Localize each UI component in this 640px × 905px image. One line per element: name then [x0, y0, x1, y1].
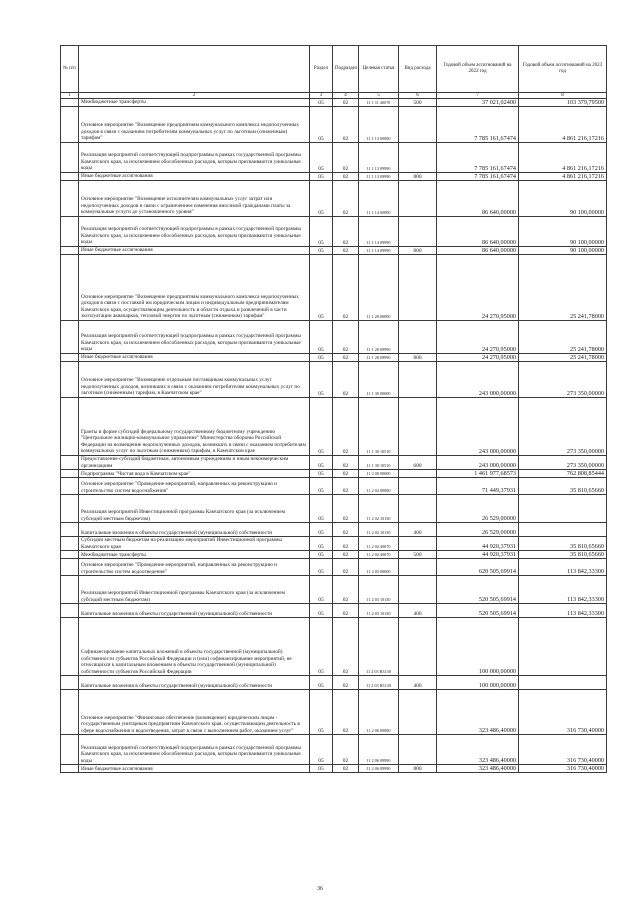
- row-name-cell: Субсидии местным бюджетам на реализацию мероприятий Инвестиционной программы Камчатского края: [79, 537, 310, 551]
- row-target-article-cell: 11 2 02 40070: [359, 551, 399, 559]
- row-amount-2023-cell: 25 241,78000: [519, 255, 607, 321]
- row-expense-type-cell: [399, 321, 437, 354]
- row-amount-2022-cell: 24 270,95000: [437, 354, 519, 362]
- row-expense-type-cell: [399, 398, 437, 456]
- row-name-cell: Реализация мероприятий Инвестиционной программы Камчатского края (за исключением субсидий местным бюджетам): [79, 495, 310, 523]
- row-target-article-cell: 11 1 30 00000: [359, 362, 399, 398]
- row-razdel-cell: 05: [310, 523, 333, 537]
- row-amount-2023-cell: 316 730,40000: [519, 765, 607, 773]
- column-number: 4: [333, 93, 359, 99]
- row-podrazdel-cell: 02: [333, 735, 359, 765]
- row-amount-2023-cell: 25 241,78000: [519, 354, 607, 362]
- row-expense-type-cell: [399, 576, 437, 604]
- row-num-cell: [61, 354, 79, 362]
- header-expense-type: Вид расхода: [399, 46, 437, 93]
- row-amount-2022-cell: 7 785 161,67474: [437, 173, 519, 181]
- table-row: [61, 559, 607, 576]
- row-expense-type-cell: 800: [399, 247, 437, 255]
- table-row: [61, 690, 607, 735]
- row-expense-type-cell: 800: [399, 765, 437, 773]
- row-amount-2022-cell: 26 529,00000: [437, 523, 519, 537]
- row-target-article-cell: 11 1 13 00000: [359, 107, 399, 143]
- row-amount-2023-cell: 273 350,00000: [519, 362, 607, 398]
- row-razdel-cell: 05: [310, 676, 333, 690]
- table-row: [61, 255, 607, 321]
- row-amount-2022-cell: 520 505,69914: [437, 604, 519, 618]
- row-razdel-cell: 05: [310, 604, 333, 618]
- row-podrazdel-cell: 02: [333, 523, 359, 537]
- row-num-cell: [61, 690, 79, 735]
- table-row: [61, 173, 607, 181]
- row-num-cell: [61, 735, 79, 765]
- budget-table-sheet: [60, 45, 606, 773]
- row-name-cell: Основное мероприятие "Финансовое обеспечение (возмещение) юридическим лицам - государственным унитарным предприятиям Камчатского края, осуществляющим деятельность в сфере водоснабжения и водоотведения, затрат в связи с выполнением работ, оказанием услуг": [79, 690, 310, 735]
- row-target-article-cell: 11 1 30 10510: [359, 456, 399, 470]
- row-amount-2022-cell: 100 000,00000: [437, 618, 519, 676]
- row-amount-2023-cell: 90 100,00000: [519, 217, 607, 247]
- row-amount-2022-cell: 7 785 161,67474: [437, 107, 519, 143]
- row-target-article-cell: 11 1 14 09990: [359, 247, 399, 255]
- table-row: [61, 107, 607, 143]
- row-razdel-cell: 05: [310, 456, 333, 470]
- row-razdel-cell: 05: [310, 362, 333, 398]
- row-amount-2023-cell: 316 730,40000: [519, 690, 607, 735]
- row-target-article-cell: 11 1 28 00000: [359, 255, 399, 321]
- row-target-article-cell: 11 2 03 R3130: [359, 618, 399, 676]
- row-razdel-cell: 05: [310, 107, 333, 143]
- budget-table: [60, 45, 607, 773]
- row-amount-2023-cell: [519, 523, 607, 537]
- row-name-cell: Реализация мероприятий соответствующей подпрограммы в рамках государственной программы Камчатского края, за исключением обособленных расходов, которым присваиваются уникальные коды: [79, 735, 310, 765]
- row-razdel-cell: 05: [310, 354, 333, 362]
- row-podrazdel-cell: 02: [333, 765, 359, 773]
- row-razdel-cell: 05: [310, 537, 333, 551]
- row-amount-2022-cell: 7 785 161,67474: [437, 143, 519, 173]
- row-target-article-cell: 11 2 03 10130: [359, 604, 399, 618]
- header-year-2023: Годовой объем ассигнований на 2023 год: [519, 46, 607, 93]
- row-razdel-cell: 05: [310, 247, 333, 255]
- table-row: [61, 551, 607, 559]
- row-num-cell: [61, 143, 79, 173]
- row-amount-2022-cell: 323 486,40000: [437, 735, 519, 765]
- row-amount-2022-cell: 44 920,37931: [437, 551, 519, 559]
- row-amount-2022-cell: 24 270,95000: [437, 255, 519, 321]
- row-podrazdel-cell: 02: [333, 456, 359, 470]
- row-name-cell: Капитальные вложения в объекты государственной (муниципальной) собственности: [79, 523, 310, 537]
- row-amount-2023-cell: [519, 618, 607, 676]
- row-amount-2023-cell: 4 861 216,17216: [519, 143, 607, 173]
- column-number: 8: [519, 93, 607, 99]
- row-amount-2023-cell: 113 842,33300: [519, 559, 607, 576]
- row-razdel-cell: 05: [310, 618, 333, 676]
- row-podrazdel-cell: 02: [333, 181, 359, 217]
- row-amount-2023-cell: 35 810,65660: [519, 551, 607, 559]
- row-num-cell: [61, 551, 79, 559]
- row-podrazdel-cell: 02: [333, 398, 359, 456]
- row-name-cell: Капитальные вложения в объекты государственной (муниципальной) собственности: [79, 676, 310, 690]
- row-razdel-cell: 05: [310, 321, 333, 354]
- column-number: 6: [399, 93, 437, 99]
- row-num-cell: [61, 559, 79, 576]
- row-name-cell: Капитальные вложения в объекты государственной (муниципальной) собственности: [79, 604, 310, 618]
- row-razdel-cell: 05: [310, 765, 333, 773]
- row-name-cell: Основное мероприятие "Проведение мероприятий, направленных на реконструкцию и строительство систем водоотведения": [79, 559, 310, 576]
- row-amount-2022-cell: 24 270,95000: [437, 321, 519, 354]
- table-row: [61, 143, 607, 173]
- table-row: [61, 247, 607, 255]
- row-expense-type-cell: [399, 470, 437, 478]
- row-podrazdel-cell: 02: [333, 618, 359, 676]
- row-name-cell: Иные бюджетные ассигнования: [79, 354, 310, 362]
- row-num-cell: [61, 181, 79, 217]
- header-target-article: Целевая статья: [359, 46, 399, 93]
- table-row: [61, 604, 607, 618]
- table-body: [61, 99, 607, 773]
- header-year-2022: Годовой объем ассигнований на 2022 год: [437, 46, 519, 93]
- row-amount-2022-cell: 323 486,40000: [437, 765, 519, 773]
- row-razdel-cell: 05: [310, 478, 333, 495]
- row-name-cell: Иные бюджетные ассигнования: [79, 247, 310, 255]
- table-row: [61, 495, 607, 523]
- column-number: 2: [79, 93, 310, 99]
- row-amount-2023-cell: 762 808,85444: [519, 470, 607, 478]
- row-amount-2022-cell: 71 449,37931: [437, 478, 519, 495]
- row-podrazdel-cell: 02: [333, 495, 359, 523]
- row-podrazdel-cell: 02: [333, 362, 359, 398]
- row-expense-type-cell: [399, 559, 437, 576]
- row-razdel-cell: 05: [310, 255, 333, 321]
- row-amount-2023-cell: 273 350,00000: [519, 456, 607, 470]
- row-podrazdel-cell: 02: [333, 551, 359, 559]
- table-row: [61, 618, 607, 676]
- row-razdel-cell: 05: [310, 99, 333, 107]
- row-razdel-cell: 05: [310, 470, 333, 478]
- row-expense-type-cell: [399, 143, 437, 173]
- row-target-article-cell: 11 2 02 00000: [359, 478, 399, 495]
- row-expense-type-cell: 600: [399, 456, 437, 470]
- row-name-cell: Иные бюджетные ассигнования: [79, 765, 310, 773]
- row-name-cell: Реализация мероприятий Инвестиционной программы Камчатского края (за исключением субсидий местным бюджетам): [79, 576, 310, 604]
- row-num-cell: [61, 537, 79, 551]
- row-target-article-cell: 11 2 02 10130: [359, 495, 399, 523]
- row-razdel-cell: 05: [310, 181, 333, 217]
- row-podrazdel-cell: 02: [333, 690, 359, 735]
- row-amount-2023-cell: 4 861 216,17216: [519, 173, 607, 181]
- table-row: [61, 362, 607, 398]
- row-amount-2022-cell: 86 640,00000: [437, 247, 519, 255]
- header-num: № п/п: [61, 46, 79, 93]
- table-row: [61, 217, 607, 247]
- row-target-article-cell: 11 2 02 40070: [359, 537, 399, 551]
- row-expense-type-cell: 400: [399, 604, 437, 618]
- row-target-article-cell: 11 2 03 R3130: [359, 676, 399, 690]
- header-razdel: Раздел: [310, 46, 333, 93]
- row-num-cell: [61, 255, 79, 321]
- row-podrazdel-cell: 02: [333, 107, 359, 143]
- row-num-cell: [61, 478, 79, 495]
- row-podrazdel-cell: 02: [333, 354, 359, 362]
- row-podrazdel-cell: 02: [333, 321, 359, 354]
- row-num-cell: [61, 217, 79, 247]
- row-target-article-cell: 11 2 03 10130: [359, 576, 399, 604]
- row-expense-type-cell: [399, 478, 437, 495]
- row-razdel-cell: 05: [310, 495, 333, 523]
- row-expense-type-cell: [399, 495, 437, 523]
- table-row: [61, 354, 607, 362]
- row-amount-2023-cell: 273 350,00000: [519, 398, 607, 456]
- row-num-cell: [61, 604, 79, 618]
- row-amount-2022-cell: 243 000,00000: [437, 362, 519, 398]
- row-razdel-cell: 05: [310, 690, 333, 735]
- row-amount-2022-cell: 44 920,37931: [437, 537, 519, 551]
- row-num-cell: [61, 495, 79, 523]
- row-amount-2023-cell: 90 100,00000: [519, 247, 607, 255]
- column-number: 1: [61, 93, 79, 99]
- row-num-cell: [61, 398, 79, 456]
- row-amount-2022-cell: 37 021,02400: [437, 99, 519, 107]
- row-razdel-cell: 05: [310, 217, 333, 247]
- row-name-cell: Межбюджетные трансферты: [79, 551, 310, 559]
- row-expense-type-cell: 500: [399, 99, 437, 107]
- row-expense-type-cell: [399, 181, 437, 217]
- row-expense-type-cell: [399, 107, 437, 143]
- row-amount-2023-cell: 316 730,40000: [519, 735, 607, 765]
- row-target-article-cell: 11 1 13 09990: [359, 173, 399, 181]
- row-expense-type-cell: [399, 255, 437, 321]
- row-name-cell: Софинансирование капитальных вложений в объекты государственной (муниципальной) собственности субъектов Российской Федерации и (или) софинансирование мероприятий, не относящихся к капитальным вложениям в объекты государственной (муниципальной) собственности субъектов Российской Федерации: [79, 618, 310, 676]
- row-amount-2023-cell: 35 810,65660: [519, 478, 607, 495]
- row-razdel-cell: 05: [310, 576, 333, 604]
- row-name-cell: Иные бюджетные ассигнования: [79, 173, 310, 181]
- row-podrazdel-cell: 02: [333, 99, 359, 107]
- row-podrazdel-cell: 02: [333, 559, 359, 576]
- row-amount-2022-cell: 520 505,69914: [437, 576, 519, 604]
- table-row: [61, 181, 607, 217]
- row-expense-type-cell: [399, 217, 437, 247]
- row-podrazdel-cell: 02: [333, 173, 359, 181]
- row-amount-2023-cell: 113 842,33300: [519, 604, 607, 618]
- row-amount-2023-cell: 113 842,33300: [519, 576, 607, 604]
- row-amount-2022-cell: 620 505,69914: [437, 559, 519, 576]
- row-razdel-cell: 05: [310, 398, 333, 456]
- row-name-cell: Основное мероприятие "Проведение мероприятий, направленных на реконструкцию и строительство систем водоснабжения": [79, 478, 310, 495]
- row-target-article-cell: 11 1 13 09990: [359, 143, 399, 173]
- table-row: [61, 765, 607, 773]
- row-target-article-cell: 11 1 14 00000: [359, 181, 399, 217]
- row-target-article-cell: 11 1 30 10510: [359, 398, 399, 456]
- row-name-cell: Межбюджетные трансферты: [79, 99, 310, 107]
- table-row: [61, 523, 607, 537]
- column-number: 7: [437, 93, 519, 99]
- row-amount-2022-cell: 26 529,00000: [437, 495, 519, 523]
- row-name-cell: Реализация мероприятий соответствующей подпрограммы в рамках государственной программы Камчатского края, за исключением обособленных расходов, которым присваиваются уникальные коды: [79, 321, 310, 354]
- row-expense-type-cell: [399, 537, 437, 551]
- row-razdel-cell: 05: [310, 143, 333, 173]
- row-num-cell: [61, 676, 79, 690]
- row-amount-2022-cell: 86 640,00000: [437, 217, 519, 247]
- row-razdel-cell: 05: [310, 559, 333, 576]
- row-expense-type-cell: 800: [399, 173, 437, 181]
- row-razdel-cell: 05: [310, 173, 333, 181]
- row-num-cell: [61, 321, 79, 354]
- row-podrazdel-cell: 02: [333, 247, 359, 255]
- table-row: [61, 735, 607, 765]
- row-name-cell: Основное мероприятие "Возмещение исполнителям коммунальных услуг затрат или недополученных доходов в связи с ограничением изменения вносимой гражданами платы за коммунальные услуги до установленного уровня": [79, 181, 310, 217]
- table-row: [61, 398, 607, 456]
- row-amount-2023-cell: 90 100,00000: [519, 181, 607, 217]
- row-expense-type-cell: 400: [399, 523, 437, 537]
- row-amount-2022-cell: 100 000,00000: [437, 676, 519, 690]
- row-target-article-cell: 11 1 28 09990: [359, 321, 399, 354]
- row-expense-type-cell: 800: [399, 354, 437, 362]
- row-amount-2022-cell: 323 486,40000: [437, 690, 519, 735]
- row-num-cell: [61, 107, 79, 143]
- row-amount-2022-cell: 86 640,00000: [437, 181, 519, 217]
- row-amount-2022-cell: 243 000,00000: [437, 456, 519, 470]
- row-num-cell: [61, 456, 79, 470]
- row-amount-2023-cell: 4 861 216,17216: [519, 107, 607, 143]
- row-razdel-cell: 05: [310, 551, 333, 559]
- column-number: 3: [310, 93, 333, 99]
- row-target-article-cell: 11 1 11 40070: [359, 99, 399, 107]
- row-num-cell: [61, 470, 79, 478]
- row-num-cell: [61, 362, 79, 398]
- row-name-cell: Реализация мероприятий соответствующей подпрограммы в рамках государственной программы Камчатского края, за исключением обособленных расходов, которым присваиваются уникальные коды: [79, 217, 310, 247]
- row-name-cell: Подпрограмма "Чистая вода в Камчатском крае": [79, 470, 310, 478]
- row-podrazdel-cell: 02: [333, 537, 359, 551]
- row-expense-type-cell: [399, 690, 437, 735]
- row-name-cell: Основное мероприятие "Возмещение предприятиям коммунального комплекса недополученных доходов в связи с поставкой им юридическим лицам и индивидуальным предпринимателям Камчатского края, осуществляющим деятельность в области отдыха и развлечений в части эксплуатации аквапарков, тепловой энергии по льготным (сниженным) тарифам": [79, 255, 310, 321]
- row-amount-2023-cell: 35 810,65660: [519, 537, 607, 551]
- table-row: [61, 576, 607, 604]
- row-expense-type-cell: [399, 362, 437, 398]
- table-row: [61, 676, 607, 690]
- row-amount-2023-cell: 25 241,78000: [519, 321, 607, 354]
- table-row: [61, 456, 607, 470]
- row-num-cell: [61, 523, 79, 537]
- row-num-cell: [61, 765, 79, 773]
- row-name-cell: Предоставление субсидий бюджетным, автономным учреждениям и иным некоммерческим организациям: [79, 456, 310, 470]
- row-razdel-cell: 05: [310, 735, 333, 765]
- row-name-cell: Реализация мероприятий соответствующей подпрограммы в рамках государственной программы Камчатского края, за исключением обособленных расходов, которым присваиваются уникальные коды: [79, 143, 310, 173]
- row-amount-2023-cell: [519, 495, 607, 523]
- header-podrazdel: Подраздел: [333, 46, 359, 93]
- row-num-cell: [61, 618, 79, 676]
- header-name: [79, 46, 310, 93]
- row-target-article-cell: 11 2 06 00000: [359, 690, 399, 735]
- row-target-article-cell: 11 2 06 09990: [359, 735, 399, 765]
- row-podrazdel-cell: 02: [333, 676, 359, 690]
- row-target-article-cell: 11 1 28 09990: [359, 354, 399, 362]
- row-target-article-cell: 11 2 02 10130: [359, 523, 399, 537]
- row-name-cell: Основное мероприятие "Возмещение отдельным поставщикам коммунальных услуг недополученных доходов, возникших в связи с оказанием потребителям коммунальных услуг по льготным (сниженным) тарифам, в Камчатском крае": [79, 362, 310, 398]
- row-num-cell: [61, 173, 79, 181]
- row-target-article-cell: 11 1 14 09990: [359, 217, 399, 247]
- row-target-article-cell: 11 2 00 00000: [359, 470, 399, 478]
- row-num-cell: [61, 576, 79, 604]
- row-podrazdel-cell: 02: [333, 143, 359, 173]
- table-row: [61, 470, 607, 478]
- table-row: [61, 537, 607, 551]
- page-number: 36: [317, 886, 323, 892]
- row-podrazdel-cell: 02: [333, 470, 359, 478]
- row-podrazdel-cell: 02: [333, 217, 359, 247]
- table-row: [61, 99, 607, 107]
- row-podrazdel-cell: 02: [333, 255, 359, 321]
- row-target-article-cell: 11 2 03 00000: [359, 559, 399, 576]
- row-expense-type-cell: [399, 735, 437, 765]
- table-row: [61, 478, 607, 495]
- row-name-cell: Гранты в форме субсидий федеральному государственному бюджетному учреждению "Центральное жилищно-коммунальное управление" Министерства обороны Российской Федерации на возмещение недополученных доходов, возникших в связи с оказанием потребителям коммунальных услуг по льготным (сниженным) тарифам, в Камчатском крае: [79, 398, 310, 456]
- row-expense-type-cell: 400: [399, 676, 437, 690]
- row-num-cell: [61, 99, 79, 107]
- table-row: [61, 321, 607, 354]
- row-podrazdel-cell: 02: [333, 604, 359, 618]
- row-amount-2023-cell: [519, 676, 607, 690]
- row-amount-2022-cell: 243 000,00000: [437, 398, 519, 456]
- row-expense-type-cell: 500: [399, 551, 437, 559]
- row-num-cell: [61, 247, 79, 255]
- row-name-cell: Основное мероприятие "Возмещение предприятиям коммунального комплекса недополученных доходов в связи с оказанием потребителям коммунальных услуг по льготным (сниженным) тарифам": [79, 107, 310, 143]
- column-number: 5: [359, 93, 399, 99]
- row-podrazdel-cell: 02: [333, 478, 359, 495]
- row-expense-type-cell: [399, 618, 437, 676]
- row-podrazdel-cell: 02: [333, 576, 359, 604]
- header-row: [61, 46, 607, 93]
- row-target-article-cell: 11 2 06 09990: [359, 765, 399, 773]
- row-amount-2023-cell: 103 379,79500: [519, 99, 607, 107]
- row-amount-2022-cell: 1 461 977,68573: [437, 470, 519, 478]
